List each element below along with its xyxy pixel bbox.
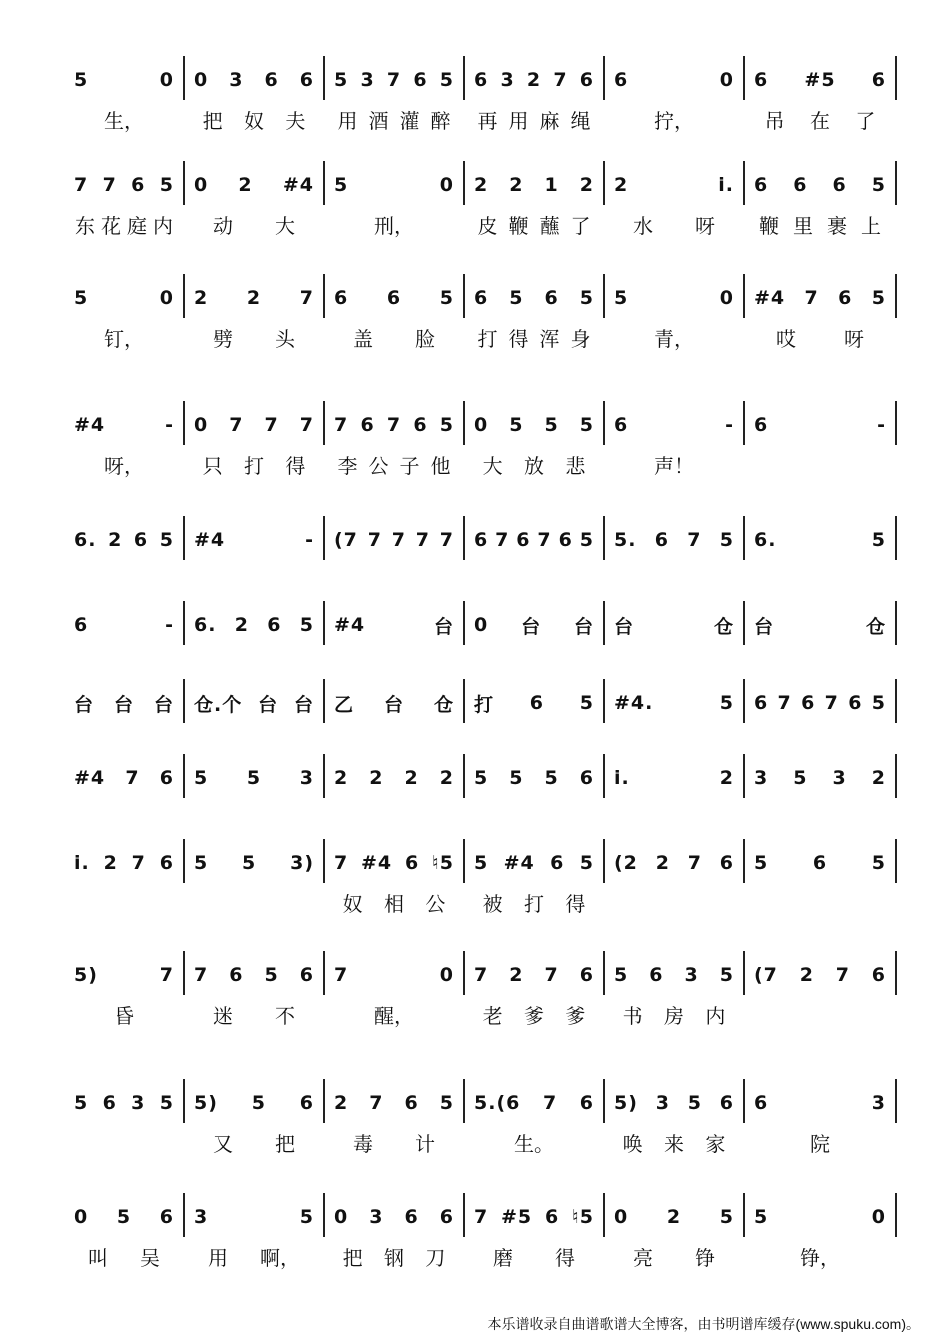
measure: 0 2 #4 (194, 174, 314, 196)
measure: (7 2 7 6 (754, 964, 886, 986)
lyric-cell (744, 449, 896, 479)
lyric-cell: 昏 (114, 1003, 134, 1028)
measure: 5 0 (74, 287, 174, 309)
lyric-cell: 吊 在 了 (764, 108, 876, 133)
measure: 6 - (754, 414, 886, 436)
lyric-cell: 青， (654, 326, 694, 351)
lyric-cell: 再 用 麻 绳 (477, 108, 591, 133)
measure: 5 5 3 (194, 767, 314, 789)
lyric-cell: 把 奴 夫 (202, 108, 306, 133)
note-row (64, 1083, 896, 1123)
lyric-cell (744, 649, 896, 679)
lyric-cell (324, 802, 464, 832)
measure: #4 7 6 (74, 767, 174, 789)
measure: 5 5 3) (194, 852, 314, 874)
measure: i. 2 7 6 (74, 852, 174, 874)
lyric-cell (744, 802, 896, 832)
lyric-cell (744, 887, 896, 917)
lyric-cell: 钉， (104, 326, 144, 351)
measure: 0 2 5 (614, 1206, 734, 1228)
lyric-cell (744, 564, 896, 594)
barline (895, 161, 897, 205)
lyric-cell: 盖 脸 (353, 326, 435, 351)
lyric-row (64, 999, 896, 1029)
source-footer: 本乐谱收录自曲谱歌谱大全博客，由书明谱库缓存(www.spuku.com)。 (487, 1316, 920, 1332)
note-row (64, 605, 896, 645)
lyric-cell (184, 802, 324, 832)
measure: 5 6 3 5 (614, 964, 734, 986)
measure: 5 3 7 6 5 (334, 69, 454, 91)
measure: (2 2 7 6 (614, 852, 734, 874)
lyric-cell (184, 649, 324, 679)
measure: 台 台 台 (74, 693, 174, 716)
measure: 6 5 6 5 (474, 287, 594, 309)
lyric-cell: 李 公 子 他 (337, 453, 451, 478)
lyric-cell (64, 564, 184, 594)
measure: i. 2 (614, 767, 734, 789)
measure: 3 5 3 2 (754, 767, 886, 789)
lyric-cell: 磨 得 (493, 1245, 575, 1270)
lyric-cell: 又 把 (213, 1131, 295, 1156)
barline (895, 679, 897, 723)
measure: 5 0 (614, 287, 734, 309)
measure: 6. 5 (754, 529, 886, 551)
lyric-cell (64, 1127, 184, 1157)
note-row (64, 60, 896, 100)
lyric-cell: 鞭 里 裹 上 (759, 213, 881, 238)
barline (895, 951, 897, 995)
lyric-cell (64, 887, 184, 917)
lyric-cell: 刑， (374, 213, 414, 238)
measure: 7 2 7 6 (474, 964, 594, 986)
lyric-cell (464, 727, 604, 757)
barline (895, 601, 897, 645)
lyric-cell: 水 呀 (633, 213, 715, 238)
lyric-cell: 大 放 悲 (482, 453, 586, 478)
lyric-cell (64, 727, 184, 757)
lyric-row (64, 1241, 896, 1271)
lyric-cell: 拧， (654, 108, 694, 133)
barline (895, 754, 897, 798)
measure: 7 7 6 5 (74, 174, 174, 196)
barline (895, 1079, 897, 1123)
barline (895, 516, 897, 560)
measure: 3 5 (194, 1206, 314, 1228)
measure: 6. 2 6 5 (194, 614, 314, 636)
measure: 5 0 (74, 69, 174, 91)
lyric-cell: 用 啊， (208, 1245, 300, 1270)
measure: 6 - (74, 614, 174, 636)
lyric-cell: 叫 吴 (88, 1245, 160, 1270)
lyric-cell: 被 打 得 (482, 891, 586, 916)
measure: 7 6 5 6 (194, 964, 314, 986)
lyric-cell (64, 649, 184, 679)
measure: 5) 3 5 6 (614, 1092, 734, 1114)
lyric-cell: 醒， (374, 1003, 414, 1028)
note-row (64, 278, 896, 318)
lyric-row (64, 322, 896, 352)
lyric-cell: 劈 头 (213, 326, 295, 351)
measure: (7 7 7 7 7 (334, 529, 454, 551)
measure: 2 2 1 2 (474, 174, 594, 196)
measure: 2 7 6 5 (334, 1092, 454, 1114)
note-row (64, 955, 896, 995)
lyric-cell: 生， (104, 108, 144, 133)
lyric-cell: 东 花 庭 内 (75, 213, 173, 238)
lyric-cell (324, 649, 464, 679)
measure: 5) 7 (74, 964, 174, 986)
measure: #4. 5 (614, 692, 734, 714)
measure: 0 3 6 6 (334, 1206, 454, 1228)
measure: 6. 2 6 5 (74, 529, 174, 551)
lyric-cell: 书 房 内 (622, 1003, 726, 1028)
lyric-row (64, 449, 896, 479)
measure: 台 仓 (754, 615, 886, 638)
measure: 5 5 5 6 (474, 767, 594, 789)
measure: 6 6 6 5 (754, 174, 886, 196)
lyric-cell: 迷 不 (213, 1003, 295, 1028)
lyric-cell (744, 727, 896, 757)
lyric-cell (604, 649, 744, 679)
lyric-row (64, 209, 896, 239)
measure: 0 5 5 5 (474, 414, 594, 436)
measure: 0 台 台 (474, 614, 594, 638)
lyric-cell: 毒 计 (353, 1131, 435, 1156)
measure: 5.(6 7 6 (474, 1092, 594, 1114)
lyric-cell: 只 打 得 (202, 453, 306, 478)
lyric-row (64, 649, 896, 679)
measure: 乙 台 仓 (334, 693, 454, 716)
lyric-cell: 把 钢 刀 (342, 1245, 446, 1270)
lyric-cell (604, 887, 744, 917)
barline (895, 1193, 897, 1237)
lyric-cell: 打 得 浑 身 (477, 326, 591, 351)
measure: 0 7 7 7 (194, 414, 314, 436)
measure: #4 - (194, 529, 314, 551)
measure: 6 3 (754, 1092, 886, 1114)
measure: 5 #4 6 5 (474, 852, 594, 874)
barline (895, 839, 897, 883)
lyric-row (64, 727, 896, 757)
lyric-cell: 声！ (654, 453, 694, 478)
lyric-cell (604, 802, 744, 832)
measure: 7 #4 6 ♮5 (334, 852, 454, 874)
measure: 5 6 5 (754, 852, 886, 874)
lyric-cell (604, 727, 744, 757)
measure: 0 5 6 (74, 1206, 174, 1228)
lyric-cell (64, 802, 184, 832)
measure: 0 3 6 6 (194, 69, 314, 91)
measure: 2 2 7 (194, 287, 314, 309)
measure: 5 0 (334, 174, 454, 196)
measure: 6 - (614, 414, 734, 436)
lyric-cell: 皮 鞭 蘸 了 (477, 213, 591, 238)
lyric-cell: 用 酒 灌 醉 (337, 108, 451, 133)
measure: 7 6 7 6 5 (334, 414, 454, 436)
measure: 6 6 5 (334, 287, 454, 309)
barline (895, 401, 897, 445)
measure: 7 0 (334, 964, 454, 986)
lyric-row (64, 802, 896, 832)
measure: 仓.个 台 台 (194, 693, 314, 716)
measure: 5) 5 6 (194, 1092, 314, 1114)
lyric-cell: 院 (810, 1131, 830, 1156)
measure: 5 0 (754, 1206, 886, 1228)
note-row (64, 520, 896, 560)
measure: 台 仓 (614, 615, 734, 638)
lyric-cell: 哎 呀 (776, 326, 864, 351)
lyric-cell: 呀， (104, 453, 144, 478)
measure: 6 7 6 7 6 5 (474, 529, 594, 551)
lyric-cell: 亮 铮 (633, 1245, 715, 1270)
lyric-cell (464, 649, 604, 679)
note-row (64, 683, 896, 723)
measure: #4 7 6 5 (754, 287, 886, 309)
measure: 打 6 5 (474, 692, 594, 716)
measure: #4 - (74, 414, 174, 436)
measure: 6 3 2 7 6 (474, 69, 594, 91)
lyric-cell (184, 887, 324, 917)
lyric-cell: 动 大 (213, 213, 295, 238)
lyric-row (64, 1127, 896, 1157)
lyric-cell (744, 999, 896, 1029)
measure: 6 7 6 7 6 5 (754, 692, 886, 714)
lyric-cell: 生。 (514, 1131, 554, 1156)
lyric-cell (604, 564, 744, 594)
lyric-cell: 铮， (800, 1245, 840, 1270)
lyric-row (64, 887, 896, 917)
measure: 6 0 (614, 69, 734, 91)
measure: 6 #5 6 (754, 69, 886, 91)
lyric-cell (324, 564, 464, 594)
lyric-row (64, 104, 896, 134)
measure: 5. 6 7 5 (614, 529, 734, 551)
barline (895, 274, 897, 318)
note-row (64, 843, 896, 883)
lyric-cell (184, 727, 324, 757)
note-row (64, 1197, 896, 1237)
measure: #4 台 (334, 614, 454, 638)
lyric-row (64, 564, 896, 594)
measure: 2 2 2 2 (334, 767, 454, 789)
barline (895, 56, 897, 100)
measure: 5 6 3 5 (74, 1092, 174, 1114)
lyric-cell: 奴 相 公 (342, 891, 446, 916)
lyric-cell (464, 564, 604, 594)
note-row (64, 405, 896, 445)
lyric-cell: 老 爹 爹 (482, 1003, 586, 1028)
measure: 2 i. (614, 174, 734, 196)
measure: 7 #5 6 ♮5 (474, 1206, 594, 1228)
note-row (64, 758, 896, 798)
lyric-cell: 唤 来 家 (622, 1131, 726, 1156)
lyric-cell (184, 564, 324, 594)
note-row (64, 165, 896, 205)
lyric-cell (324, 727, 464, 757)
lyric-cell (464, 802, 604, 832)
